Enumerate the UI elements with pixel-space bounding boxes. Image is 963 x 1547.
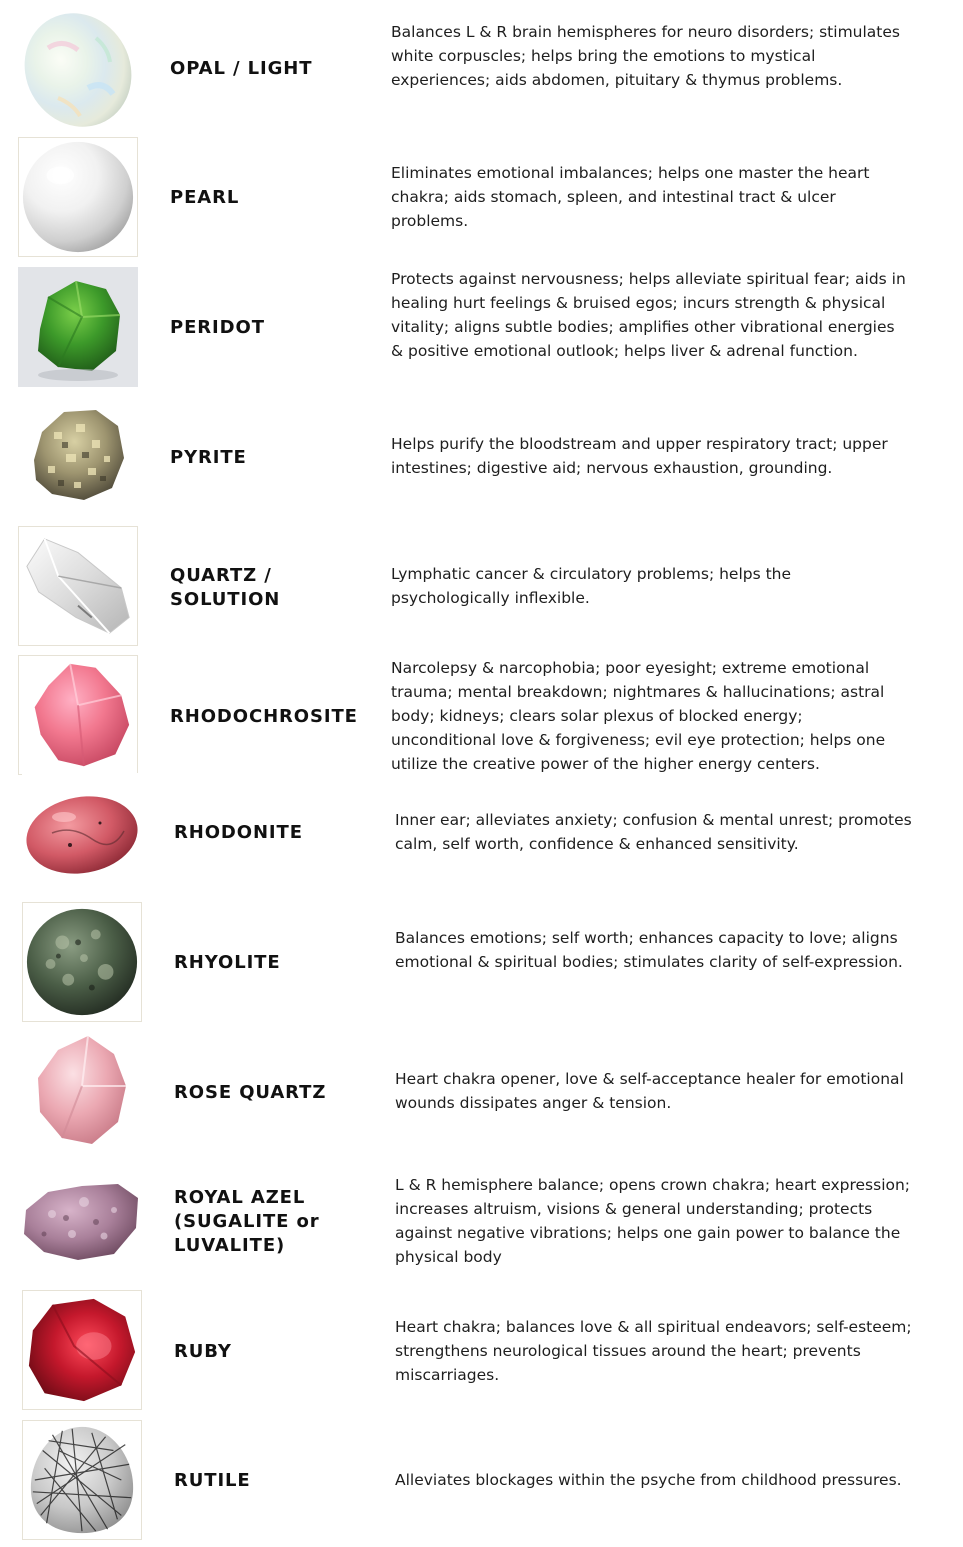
rhodonite-stone-icon bbox=[22, 773, 142, 893]
rhyolite-stone-icon bbox=[22, 902, 142, 1022]
pearl-icon bbox=[18, 137, 138, 257]
stone-description: Eliminates emotional imbalances; helps one master the heart chakra; aids stomach, spleen, and intestinal tract & ulcer problems. bbox=[391, 164, 870, 230]
stone-description: Balances L & R brain hemispheres for neuro disorders; stimulates white corpuscles; helps bring the emotions to mystical experiences; aids abdomen, pituitary & thymus problems. bbox=[391, 23, 900, 89]
stone-description: Heart chakra; balances love & all spiritual endeavors; self-esteem; strengthens neurological tissues around the heart; prevents miscarriages. bbox=[395, 1318, 912, 1384]
stone-name: RUTILE bbox=[174, 1470, 251, 1491]
stone-name: RUBY bbox=[174, 1341, 232, 1362]
stone-name: OPAL / LIGHT bbox=[170, 58, 313, 79]
rutile-stone-icon bbox=[22, 1420, 142, 1540]
stone-description: Heart chakra opener, love & self-acceptance healer for emotional wounds dissipates anger & tension. bbox=[395, 1070, 904, 1112]
stone-description: Protects against nervousness; helps alleviate spiritual fear; aids in healing hurt feelings & bruised egos; incurs strength & physical vitality; aligns subtle bodies; amplifies other vibrational energies & positive emotional outlook; helps liver & adrenal function. bbox=[391, 270, 906, 360]
stone-name: RHODOCHROSITE bbox=[170, 706, 358, 727]
rose-quartz-stone-icon bbox=[22, 1032, 142, 1152]
stone-name: ROYAL AZEL (SUGALITE or LUVALITE) bbox=[174, 1187, 320, 1256]
opal-stone-icon bbox=[18, 8, 138, 128]
stone-name: PERIDOT bbox=[170, 317, 265, 338]
pyrite-stone-icon bbox=[18, 396, 138, 516]
stone-description: Lymphatic cancer & circulatory problems; helps the psychologically inflexible. bbox=[391, 565, 792, 607]
stone-name: PYRITE bbox=[170, 447, 247, 468]
stone-name: ROSE QUARTZ bbox=[174, 1082, 327, 1103]
stone-description: Narcolepsy & narcophobia; poor eyesight; extreme emotional trauma; mental breakdown; nightmares & hallucinations; astral body; kidneys; clears solar plexus of blocked energy; unconditional love & forgiveness; evil eye protection; helps one utilize the creative power of the higher energy centers. bbox=[391, 659, 886, 773]
stone-description: Alleviates blockages within the psyche from childhood pressures. bbox=[395, 1471, 902, 1489]
stone-description: Helps purify the bloodstream and upper respiratory tract; upper intestines; digestive aid; nervous exhaustion, grounding. bbox=[391, 435, 888, 477]
stone-name: RHODONITE bbox=[174, 822, 303, 843]
rhodochrosite-stone-icon bbox=[18, 655, 138, 775]
stone-name: RHYOLITE bbox=[174, 952, 281, 973]
quartz-crystal-icon bbox=[18, 526, 138, 646]
stone-description: Balances emotions; self worth; enhances capacity to love; aligns emotional & spiritual bodies; stimulates clarity of self-expression. bbox=[395, 929, 903, 971]
royal-azel-stone-icon bbox=[22, 1162, 142, 1282]
stone-name: QUARTZ / SOLUTION bbox=[170, 565, 281, 610]
peridot-stone-icon bbox=[18, 267, 138, 387]
ruby-stone-icon bbox=[22, 1290, 142, 1410]
stone-name: PEARL bbox=[170, 187, 240, 208]
stone-description: L & R hemisphere balance; opens crown chakra; heart expression; increases altruism, visions & general understanding; protects against negative vibrations; helps one gain power to balance the physical body bbox=[395, 1176, 911, 1266]
stone-description: Inner ear; alleviates anxiety; confusion & mental unrest; promotes calm, self worth, confidence & enhanced sensitivity. bbox=[395, 811, 912, 853]
